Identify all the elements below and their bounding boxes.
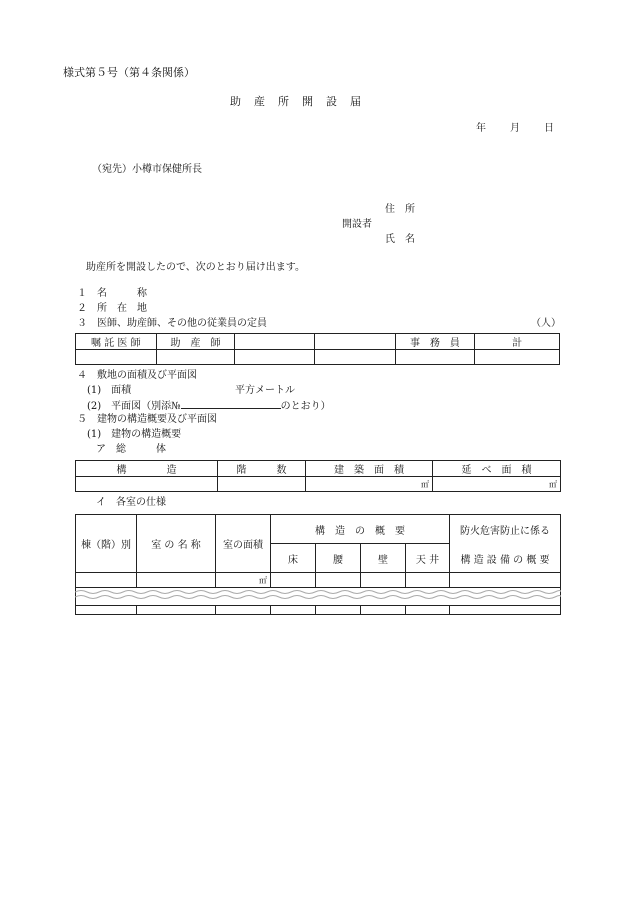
rooms-cell (316, 573, 361, 588)
rooms-cell (361, 573, 406, 588)
applicant-role-label: 開設者 (342, 219, 372, 230)
rooms-header-wainscot: 腰 (316, 544, 361, 573)
building-cell (218, 477, 306, 492)
sqm-unit: ㎡ (259, 575, 267, 585)
staff-cell (475, 350, 560, 365)
sqm-unit: ㎡ (549, 479, 557, 489)
item-5-1-i-rooms: イ 各室の仕様 (96, 497, 166, 508)
building-header-total-floor-area: 延 べ 面 積 (433, 461, 561, 477)
item-4-2-plan (87, 398, 331, 413)
fire-prevention-line-1: 防火危害防止に係る (460, 525, 550, 537)
rooms-header-ceiling: 天 井 (406, 544, 450, 573)
staff-cell (156, 350, 235, 365)
rooms-cell (76, 573, 137, 588)
name-label: 氏 名 (385, 234, 415, 245)
staff-cell (314, 350, 395, 365)
staff-cell (76, 350, 157, 365)
staff-header-blank-2 (314, 334, 395, 350)
rooms-header-floor: 棟（階）別 (76, 515, 137, 573)
rooms-cell (450, 573, 561, 588)
fire-prevention-line-2: 構 造 設 備 の 概 要 (460, 554, 550, 566)
building-header-building-area: 建 築 面 積 (306, 461, 433, 477)
rooms-header-structure-overview: 構 造 の 概 要 (271, 515, 450, 544)
date-month: 月 (510, 123, 520, 134)
date-day: 日 (544, 123, 554, 134)
attachment-number-blank (181, 398, 281, 409)
rooms-header-fire-prevention (450, 515, 561, 573)
total-floor-area-cell (433, 477, 561, 492)
building-header-structure: 構 造 (76, 461, 218, 477)
room-area-cell (216, 573, 271, 588)
rooms-header-wall: 壁 (361, 544, 406, 573)
item-4-2-suffix: のとおり） (280, 401, 331, 412)
address-label: 住 所 (385, 204, 415, 215)
staff-header-blank-1 (235, 334, 315, 350)
intro-statement: 助産所を開設したので、次のとおり届け出ます。 (86, 262, 305, 273)
staff-header-clerk: 事 務 員 (395, 334, 475, 350)
building-area-cell (306, 477, 433, 492)
building-table (75, 460, 561, 492)
sqm-unit: ㎡ (421, 479, 429, 489)
rooms-header-floor-surface: 床 (271, 544, 316, 573)
rooms-header-room-name: 室 の 名 称 (137, 515, 216, 573)
staff-header-commissioned-doctor: 嘱 託 医 師 (76, 334, 157, 350)
item-5-1-structure: (1) 建物の構造概要 (87, 429, 182, 440)
addressee: （宛先）小樽市保健所長 (92, 164, 202, 175)
item-3-staff: ３ 医師、助産師、その他の従業員の定員 (77, 318, 267, 329)
staff-table (75, 333, 560, 365)
item-5-building: ５ 建物の構造概要及び平面図 (77, 414, 217, 425)
document-title: 助 産 所 開 設 届 (230, 95, 362, 108)
item-2-location: ２ 所 在 地 (77, 303, 147, 314)
form-number: 様式第５号（第４条関係） (63, 66, 195, 79)
item-3-unit: （人） (531, 318, 561, 329)
building-header-floors: 階 数 (218, 461, 306, 477)
rooms-header-room-area: 室の面積 (216, 515, 271, 573)
staff-header-total: 計 (475, 334, 560, 350)
date-year: 年 (476, 123, 486, 134)
staff-cell (235, 350, 315, 365)
item-1-name: １ 名 称 (77, 288, 147, 299)
rooms-cell (137, 573, 216, 588)
item-4-1-unit: 平方メートル (235, 385, 295, 396)
item-4-site: ４ 敷地の面積及び平面図 (77, 370, 197, 381)
table-omission-break (75, 587, 561, 615)
rooms-cell (406, 573, 450, 588)
staff-header-midwife: 助 産 師 (156, 334, 235, 350)
rooms-table (75, 514, 561, 588)
item-4-1-area: (1) 面積 (87, 385, 132, 396)
rooms-cell (271, 573, 316, 588)
staff-cell (395, 350, 475, 365)
item-5-1-a-overall: ア 総 体 (96, 444, 166, 455)
item-4-2-prefix: (2) 平面図（別添№ (87, 401, 181, 412)
building-cell (76, 477, 218, 492)
